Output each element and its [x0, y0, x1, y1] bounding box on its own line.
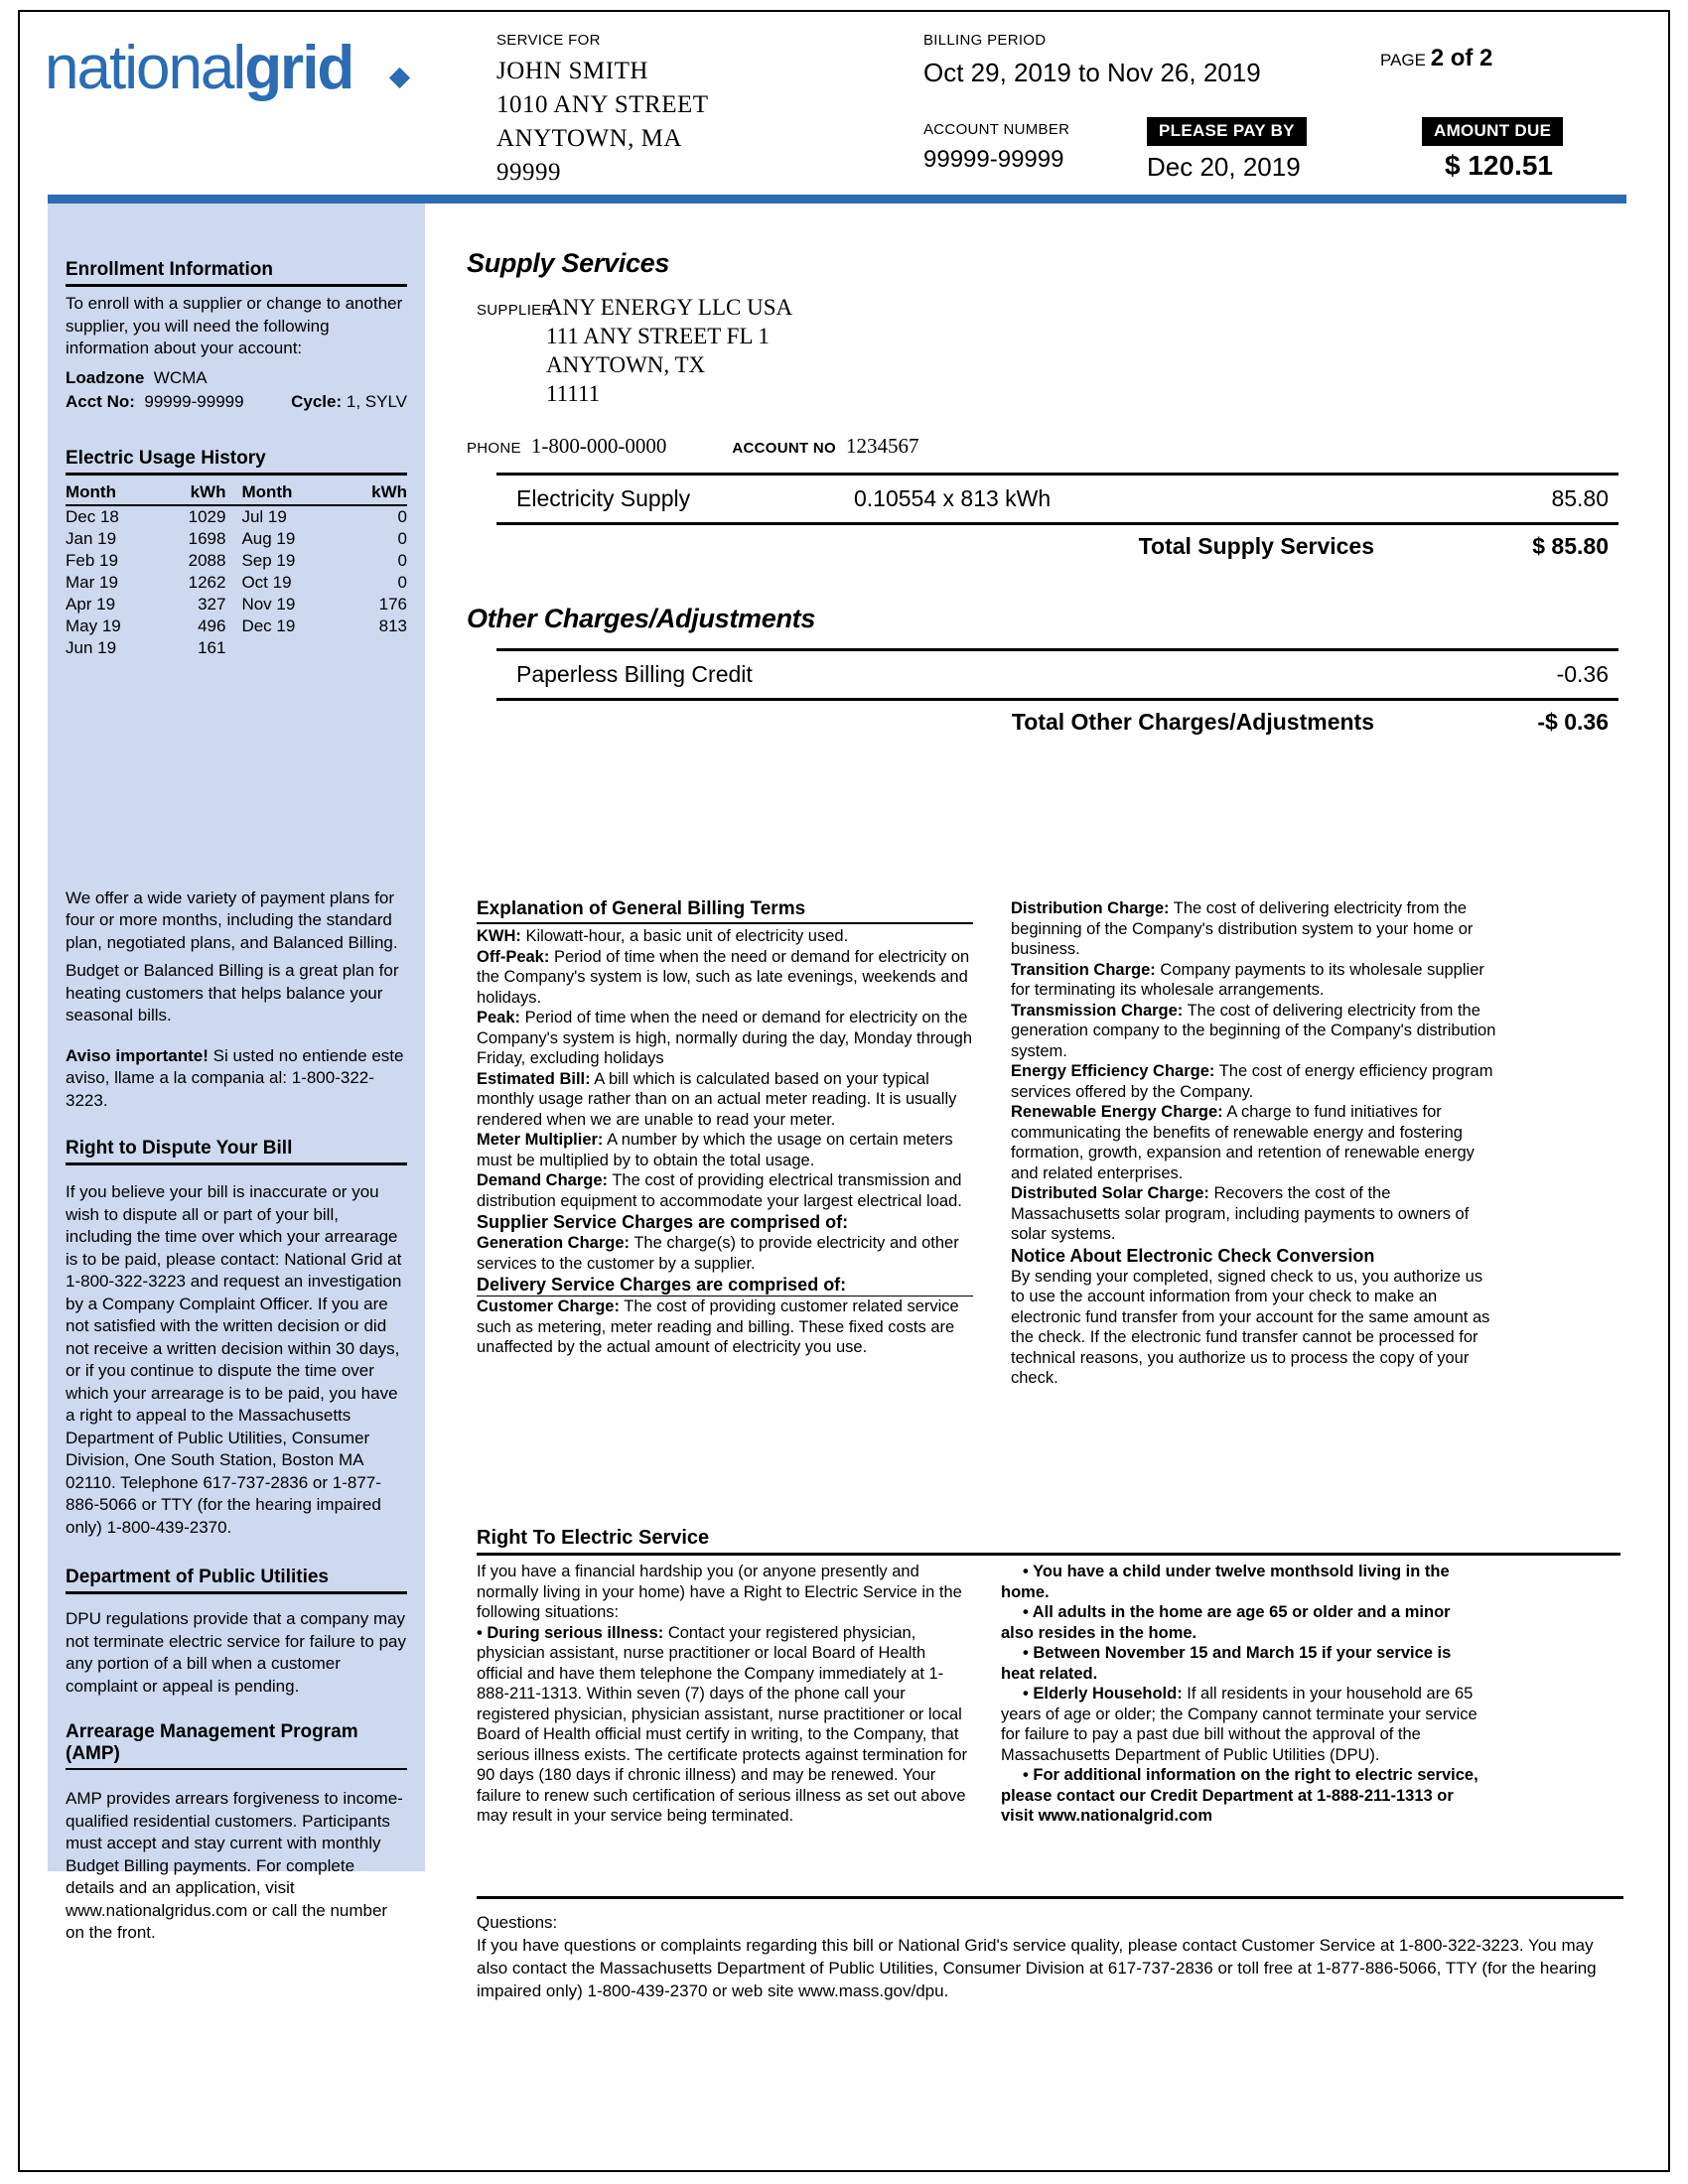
- rts-elderly-def: If all residents in your household are 65 years of age or older; the Company cannot terminate your service for failure to pay a past due bill without the approval of the Massachusetts Department of Public Utilities (DPU).: [1001, 1685, 1477, 1764]
- other-charge-amount: -0.36: [1556, 661, 1609, 687]
- term-distribution-label: Distribution Charge:: [1011, 899, 1170, 917]
- term-multiplier-label: Meter Multiplier:: [477, 1131, 604, 1149]
- term-renewable: [1011, 1102, 1497, 1183]
- aviso-text: Si usted no entiende este aviso, llame a la compania al: 1-800-322-3223.: [66, 1045, 404, 1110]
- check-conversion-heading: Notice About Electronic Check Conversion: [1011, 1245, 1375, 1266]
- amp-heading: Arrearage Management Program (AMP): [66, 1715, 407, 1770]
- term-multiplier-def: A number by which the usage on certain meters must be multiplied by to obtain the total usage.: [477, 1131, 953, 1169]
- supplier-phone-value: 1-800-000-0000: [530, 434, 667, 458]
- usage-month-right: Oct 19: [241, 573, 292, 592]
- please-pay-by-date: Dec 20, 2019: [1147, 152, 1301, 182]
- other-charges-total-label: Total Other Charges/Adjustments: [1011, 709, 1374, 735]
- supplier-account-no-label: ACCOUNT NO: [732, 440, 836, 457]
- customer-zip: 99999: [496, 159, 561, 186]
- rts-bullet-additional-text: • For additional information on the right to electric service, please contact our Credit Department at 1-888-211-1313 or visit www.nationalgrid.com: [1001, 1766, 1478, 1825]
- term-multiplier: [477, 1130, 973, 1170]
- usage-table-row: [66, 505, 407, 528]
- delivery-charges-heading: Delivery Service Charges are comprised of:: [477, 1274, 973, 1297]
- page-value: 2 of 2: [1430, 45, 1493, 71]
- term-estimated: [477, 1069, 973, 1131]
- billing-terms-section: [477, 898, 1623, 1389]
- rts-illness-def: Contact your registered physician, physician assistant, nurse practitioner or local Board of Health official and have them telephone the Company immediately at 1-888-211-1313. Within seven (7) days of the phone call your registered physician, physician assistant, nurse practitioner or local Board of Health official must certify in writing, to the Company, that serious illness exists. The certificate protects against termination for 90 days (180 days if chronic illness) and may be renewed. Your failure to renew such certification of serious illness as set out above may result in your service being terminated.: [477, 1623, 967, 1825]
- customer-address-line2: ANYTOWN, MA: [496, 125, 682, 152]
- term-distribution: [1011, 898, 1497, 960]
- supplier-address-line1: 111 ANY STREET FL 1: [546, 324, 770, 348]
- amount-due-value: $ 120.51: [1445, 150, 1553, 181]
- rts-right-column: [973, 1562, 1487, 1827]
- term-estimated-label: Estimated Bill:: [477, 1069, 591, 1088]
- usage-kwh-left: 1029: [188, 507, 226, 526]
- customer-address-line1: 1010 ANY STREET: [496, 91, 709, 118]
- please-pay-by-badge: PLEASE PAY BY: [1147, 117, 1307, 146]
- usage-kwh-right: 0: [397, 573, 407, 592]
- rts-bullet-child: [1001, 1562, 1487, 1602]
- supplier-block: [477, 293, 1618, 408]
- usage-month-right: Aug 19: [241, 529, 296, 548]
- usage-col-month-2: Month: [225, 481, 346, 505]
- usage-kwh-right: 0: [397, 551, 407, 570]
- rts-bullet-heat-text: • Between November 15 and March 15 if your service is heat related.: [1001, 1644, 1452, 1683]
- page-indicator: [1380, 45, 1492, 72]
- term-estimated-def: A bill which is calculated based on your typical monthly usage rather than on an actual meter reading. It is usually rendered when we are unable to read your meter.: [477, 1069, 957, 1129]
- national-grid-logo: [45, 34, 353, 102]
- usage-month-left: Feb 19: [66, 551, 118, 570]
- rts-elderly-label: • Elderly Household:: [1023, 1685, 1183, 1703]
- term-kwh: [477, 926, 973, 947]
- customer-name: JOHN SMITH: [496, 58, 648, 84]
- other-charges-total-row: [496, 701, 1618, 736]
- usage-kwh-right: 176: [378, 595, 407, 614]
- bill-header: [0, 0, 1688, 199]
- dispute-heading: Right to Dispute Your Bill: [66, 1132, 407, 1165]
- term-transmission-def: The cost of delivering electricity from the generation company to the beginning of the Company's distribution system.: [1011, 1001, 1496, 1060]
- questions-body: If you have questions or complaints regarding this bill or National Grid's service quality, please contact Customer Service at 1-800-322-3223. You may also contact the Massachusetts Department of Public Utilities, Consumer Division at 617-737-2836 or toll free at 1-877-886-5066, TTY (for the hearing impaired only) 1-800-439-2370 or web site www.mass.gov/dpu.: [477, 1936, 1597, 2000]
- usage-table-row: [66, 572, 407, 594]
- usage-kwh-left: 2088: [188, 551, 226, 570]
- dispute-body: If you believe your bill is inaccurate or you wish to dispute all or part of your bill, including the time over which your arrearage is to be paid, please contact: National Grid at 1-800-322-3223 and request an investigation by a Company Complaint Officer. If you are not satisfied with the written decision or did not receive a written decision within 30 days, or if you continue to dispute the time over which your arrearage is to be paid, you have a right to appeal to the Massachusetts Department of Public Utilities, Consumer Division, One South Station, Boston MA 02110. Telephone 617-737-2836 or 1-877-886-5066 or TTY (for the hearing impaired only) 1-800-439-2370.: [66, 1182, 402, 1537]
- rts-bullet-additional: [1001, 1765, 1487, 1827]
- other-charges-total-amount: -$ 0.36: [1537, 709, 1609, 735]
- billing-period-label: BILLING PERIOD: [923, 32, 1047, 49]
- supply-total-row: [496, 525, 1618, 560]
- term-peak-def: Period of time when the need or demand for electricity on the Company's system is high, normally during the day, Monday through Friday, excluding holidays: [477, 1009, 973, 1067]
- acct-cycle-row: [66, 390, 407, 414]
- usage-kwh-left: 1698: [188, 529, 226, 548]
- term-customer-def: The cost of providing customer related service such as metering, meter reading and billing. These fixed costs are unaffected by the actual amount of electricity you use.: [477, 1297, 959, 1356]
- term-kwh-def: Kilowatt-hour, a basic unit of electricity used.: [520, 927, 849, 945]
- usage-table-row: [66, 615, 407, 637]
- term-efficiency-label: Energy Efficiency Charge:: [1011, 1062, 1215, 1080]
- term-transmission: [1011, 1001, 1497, 1062]
- loadzone-label: Loadzone: [66, 367, 145, 387]
- other-charges-table: [496, 648, 1618, 701]
- usage-table-row: [66, 637, 407, 659]
- usage-month-right: [225, 637, 346, 659]
- rts-serious-illness: [477, 1623, 973, 1827]
- usage-month-right: Dec 19: [241, 616, 296, 635]
- term-customer: [477, 1297, 973, 1358]
- usage-kwh-right: [346, 637, 407, 659]
- term-solar-label: Distributed Solar Charge:: [1011, 1184, 1209, 1202]
- amp-body: AMP provides arrears forgiveness to income-qualified residential customers. Participants must accept and stay current with monthly Budget Billing payments. For complete details and an application, visit www.nationalgridus.com or call the number on the front.: [66, 1789, 403, 1942]
- usage-month-left: Mar 19: [66, 573, 118, 592]
- term-demand-def: The cost of providing electrical transmission and distribution equipment to accommodate your largest electrical load.: [477, 1171, 962, 1210]
- term-efficiency-def: The cost of energy efficiency program services offered by the Company.: [1011, 1062, 1493, 1101]
- main-content: [467, 248, 1618, 736]
- other-charges-title: Other Charges/Adjustments: [467, 604, 816, 633]
- supplier-address-line2: ANYTOWN, TX: [546, 352, 706, 377]
- term-generation: [477, 1233, 973, 1274]
- other-charge-row: [496, 659, 1618, 690]
- page-label: PAGE: [1380, 51, 1426, 69]
- supply-charge-calc: 0.10554 x 813 kWh: [854, 485, 1052, 511]
- supply-total-label: Total Supply Services: [1138, 533, 1374, 559]
- term-distribution-def: The cost of delivering electricity from the beginning of the Company's distribution system to your home or business.: [1011, 899, 1474, 958]
- payment-plans-p2: Budget or Balanced Billing is a great plan for heating customers that helps balance your seasonal bills.: [66, 961, 399, 1024]
- usage-month-right: Nov 19: [241, 595, 296, 614]
- term-transition-def: Company payments to its wholesale supplier for terminating its wholesale arrangements.: [1011, 960, 1484, 999]
- dpu-heading: Department of Public Utilities: [66, 1561, 407, 1594]
- billing-period-block: [923, 32, 1340, 88]
- usage-month-right: Sep 19: [241, 551, 296, 570]
- supply-charge-desc: Electricity Supply: [516, 485, 691, 511]
- electric-usage-table: [66, 481, 407, 659]
- cycle-label: Cycle:: [291, 391, 343, 411]
- supplier-label: SUPPLIER: [477, 302, 553, 319]
- supplier-phone-label: PHONE: [467, 440, 521, 457]
- enrollment-body: To enroll with a supplier or change to another supplier, you will need the following information about your account:: [66, 294, 403, 357]
- term-transmission-label: Transmission Charge:: [1011, 1001, 1184, 1020]
- usage-kwh-right: 0: [397, 507, 407, 526]
- term-demand-label: Demand Charge:: [477, 1171, 609, 1189]
- check-conversion-body: By sending your completed, signed check to us, you authorize us to use the account information from your check to make an electronic fund transfer from your account for the same amount as the check. If the electronic fund transfer cannot be processed for technical reasons, you authorize us to process the copy of your check.: [1011, 1267, 1490, 1387]
- term-solar: [1011, 1183, 1497, 1245]
- rts-bullet-adults-text: • All adults in the home are age 65 or older and a minor also resides in the home.: [1001, 1603, 1451, 1642]
- usage-kwh-right: 0: [397, 529, 407, 548]
- usage-table-row: [66, 594, 407, 615]
- usage-col-kwh-1: kWh: [161, 481, 225, 505]
- logo-diamond-icon: [389, 68, 410, 88]
- term-transition-label: Transition Charge:: [1011, 960, 1156, 979]
- dpu-body: DPU regulations provide that a company may not terminate electric service for failure to pay any portion of a bill when a customer complaint or appeal is pending.: [66, 1609, 406, 1696]
- right-to-electric-service-section: [477, 1527, 1623, 1827]
- logo-text-grid: grid: [244, 34, 353, 102]
- supply-charge-table: [496, 473, 1618, 525]
- usage-month-right: Jul 19: [241, 507, 287, 526]
- service-for-block: [496, 32, 814, 190]
- questions-section: [477, 1896, 1623, 2002]
- header-divider: [48, 195, 1626, 204]
- term-solar-def: Recovers the cost of the Massachusetts solar program, including payments to owners of solar systems.: [1011, 1184, 1470, 1243]
- usage-kwh-right: 813: [378, 616, 407, 635]
- term-transition: [1011, 960, 1497, 1001]
- supply-charge-row: [496, 483, 1618, 514]
- rts-bullet-child-text: • You have a child under twelve monthsold living in the home.: [1001, 1563, 1450, 1601]
- usage-month-left: Jun 19: [66, 638, 117, 657]
- term-generation-label: Generation Charge:: [477, 1234, 631, 1252]
- account-number-value: 99999-99999: [923, 146, 1064, 173]
- term-demand: [477, 1170, 973, 1211]
- rts-elderly-household: [1001, 1684, 1487, 1765]
- term-offpeak-def: Period of time when the need or demand for electricity on the Company's system is low, such as late evenings, weekends and holidays.: [477, 947, 970, 1007]
- payment-plans-p1: We offer a wide variety of payment plans for four or more months, including the standard plan, negotiated plans, and Balanced Billing.: [66, 887, 398, 952]
- acct-no-value: 99999-99999: [144, 391, 244, 411]
- supply-charge-amount: 85.80: [1551, 485, 1609, 511]
- rts-bullet-heat: [1001, 1643, 1487, 1684]
- service-for-label: SERVICE FOR: [496, 32, 601, 49]
- usage-col-kwh-2: kWh: [346, 481, 407, 505]
- acct-no-label: Acct No:: [66, 391, 135, 411]
- supplier-contact-row: [467, 434, 1618, 459]
- supply-services-title: Supply Services: [467, 248, 670, 278]
- term-generation-def: The charge(s) to provide electricity and other services to the customer by a supplier.: [477, 1234, 959, 1273]
- rts-left-column: [477, 1562, 973, 1827]
- terms-right-column: [993, 898, 1497, 1389]
- term-offpeak-label: Off-Peak:: [477, 947, 550, 966]
- usage-kwh-left: 496: [198, 616, 226, 635]
- cycle-value: 1, SYLV: [346, 391, 407, 411]
- loadzone-value: WCMA: [153, 367, 208, 387]
- term-renewable-def: A charge to fund initiatives for communicating the benefits of renewable energy and fostering formation, growth, expansion and retention of renewable energy and related enterprises.: [1011, 1103, 1475, 1182]
- term-peak-label: Peak:: [477, 1009, 521, 1026]
- account-number-label: ACCOUNT NUMBER: [923, 121, 1070, 138]
- usage-col-month-1: Month: [66, 481, 161, 505]
- right-to-service-heading: Right To Electric Service: [477, 1527, 1620, 1556]
- term-customer-label: Customer Charge:: [477, 1297, 620, 1315]
- aviso-bold: Aviso importante!: [66, 1045, 209, 1065]
- loadzone-row: [66, 366, 407, 390]
- usage-kwh-left: 161: [198, 638, 226, 657]
- supplier-name: ANY ENERGY LLC USA: [546, 295, 793, 320]
- other-charge-desc: Paperless Billing Credit: [516, 661, 753, 687]
- usage-kwh-left: 327: [198, 595, 226, 614]
- usage-kwh-left: 1262: [188, 573, 226, 592]
- term-peak: [477, 1008, 973, 1069]
- rts-intro: If you have a financial hardship you (or anyone presently and normally living in your home) have a Right to Electric Service in the following situations:: [477, 1563, 962, 1621]
- usage-month-left: Dec 18: [66, 507, 119, 526]
- aviso-importante: [66, 1045, 407, 1113]
- billing-period-value: Oct 29, 2019 to Nov 26, 2019: [923, 58, 1261, 87]
- supplier-zip: 11111: [546, 381, 601, 406]
- usage-table-row: [66, 550, 407, 572]
- supplier-account-no-value: 1234567: [846, 434, 919, 458]
- questions-label: Questions:: [477, 1913, 558, 1932]
- term-kwh-label: KWH:: [477, 927, 521, 945]
- term-offpeak: [477, 947, 973, 1009]
- amount-due-badge: AMOUNT DUE: [1422, 117, 1563, 146]
- usage-month-left: Jan 19: [66, 529, 117, 548]
- rts-illness-label: • During serious illness:: [477, 1623, 664, 1642]
- usage-table-header-row: [66, 481, 407, 505]
- usage-month-left: Apr 19: [66, 595, 116, 614]
- term-renewable-label: Renewable Energy Charge:: [1011, 1103, 1223, 1121]
- supply-total-amount: $ 85.80: [1532, 533, 1609, 559]
- enrollment-heading: Enrollment Information: [66, 253, 407, 287]
- left-sidebar: [48, 204, 425, 1942]
- terms-heading: Explanation of General Billing Terms: [477, 898, 973, 924]
- usage-month-left: May 19: [66, 616, 121, 635]
- terms-left-column: [477, 898, 973, 1389]
- rts-bullet-adults: [1001, 1602, 1487, 1643]
- logo-text-national: national: [45, 34, 245, 102]
- supplier-charges-heading: Supplier Service Charges are comprised of:: [477, 1212, 849, 1232]
- term-efficiency: [1011, 1061, 1497, 1102]
- usage-history-heading: Electric Usage History: [66, 442, 407, 476]
- usage-table-row: [66, 528, 407, 550]
